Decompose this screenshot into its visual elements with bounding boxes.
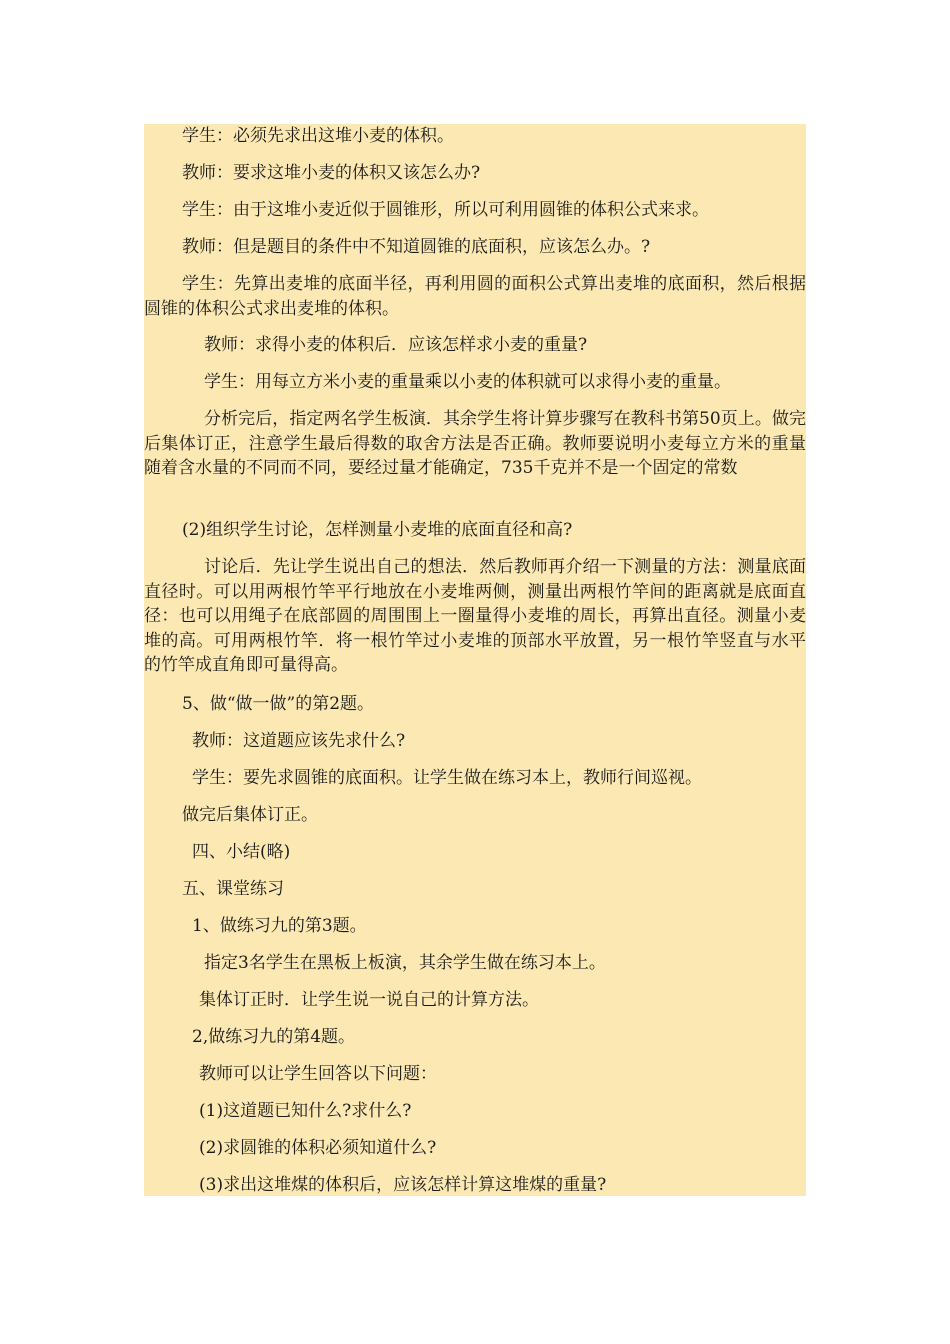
paragraph-practice-1: 1、做练习九的第3题。: [192, 916, 367, 936]
paragraph-discussion-question: (2)组织学生讨论，怎样测量小麦堆的底面直径和高?: [182, 520, 573, 540]
paragraph-analysis: 分析完后，指定两名学生板演．其余学生将计算步骤写在教科书第50页上。做完后集体订正，注意学生最后得数的取舍方法是否正确。教师要说明小麦每立方米的重量随着含水量的不同而不同，要经过量才能确定，735千克并不是一个固定的常数: [144, 409, 806, 478]
paragraph-exercise-5: 5、做“做一做”的第2题。: [182, 694, 375, 714]
paragraph-question-3: (3)求出这堆煤的体积后，应该怎样计算这堆煤的重量?: [199, 1175, 607, 1195]
paragraph-question-1: (1)这道题已知什么?求什么?: [199, 1101, 412, 1121]
heading-summary: 四、小结(略): [192, 842, 291, 862]
paragraph-student-weight: 学生：用每立方米小麦的重量乘以小麦的体积就可以求得小麦的重量。: [204, 372, 731, 392]
paragraph-question-2: (2)求圆锥的体积必须知道什么?: [199, 1138, 437, 1158]
paragraph-teacher-base-area: 教师：但是题目的条件中不知道圆锥的底面积，应该怎么办。?: [182, 237, 651, 257]
paragraph-measurement-method: 讨论后．先让学生说出自己的想法．然后教师再介绍一下测量的方法：测量底面直径时。可以用两根竹竿平行地放在小麦堆两侧，测量出两根竹竿间的距离就是底面直径：也可以用绳子在底部圆的周围围上一圈量得小麦堆的周长，再算出直径。测量小麦堆的高。可用两根竹竿．将一根竹竿过小麦堆的顶部水平放置，另一根竹竿竖直与水平的竹竿成直角即可量得高。: [144, 557, 806, 675]
paragraph-student-radius: 学生：先算出麦堆的底面半径，再利用圆的面积公式算出麦堆的底面积，然后根据圆锥的体积公式求出麦堆的体积。: [144, 274, 806, 319]
paragraph-student-cone: 学生：由于这堆小麦近似于圆锥形，所以可利用圆锥的体积公式来求。: [182, 200, 709, 220]
paragraph-teacher-what-first: 教师：这道题应该先求什么?: [192, 731, 406, 751]
paragraph-collective-check: 集体订正时．让学生说一说自己的计算方法。: [199, 990, 539, 1010]
paragraph-teacher-questions: 教师可以让学生回答以下问题：: [199, 1064, 437, 1084]
paragraph-board-work: 指定3名学生在黑板上板演，其余学生做在练习本上。: [204, 953, 606, 973]
document-body: [144, 124, 806, 1196]
paragraph-student-volume: 学生：必须先求出这堆小麦的体积。: [182, 126, 454, 146]
paragraph-teacher-how: 教师：要求这堆小麦的体积又该怎么办?: [182, 163, 481, 183]
paragraph-practice-2: 2,做练习九的第4题。: [192, 1027, 356, 1047]
paragraph-teacher-weight: 教师：求得小麦的体积后．应该怎样求小麦的重量?: [204, 335, 588, 355]
paragraph-collective-correction: 做完后集体订正。: [182, 805, 318, 825]
paragraph-student-base-area: 学生：要先求圆锥的底面积。让学生做在练习本上，教师行间巡视。: [192, 768, 702, 788]
heading-class-practice: 五、课堂练习: [182, 879, 284, 899]
